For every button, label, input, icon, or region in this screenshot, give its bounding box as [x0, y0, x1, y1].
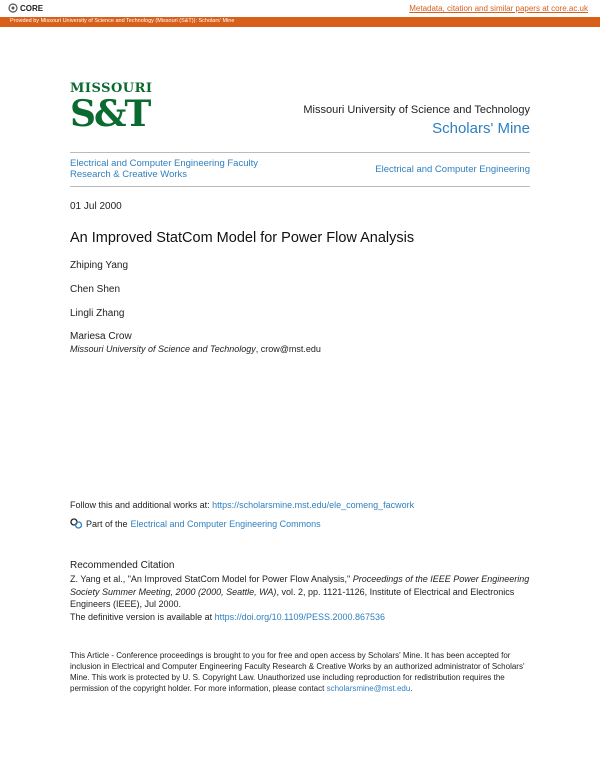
notice-end: . — [410, 684, 413, 693]
institution-name: Missouri University of Science and Technology — [303, 104, 530, 116]
notice-text: This Article - Conference proceedings is brought to you for free and open access by Scholars' Mine. It has been accepted for inclusion in Electrical and Computer Engineering Faculty Research & Creative Works by an authorized administrator of Scholars' Mine. This work is protected by U. S. Copyright Law. Unauthorized use including reproduction for redistribution requires the permission of the copyright holder. For more information, please contact — [70, 651, 525, 693]
core-logo-text: CORE — [20, 3, 44, 13]
core-logo[interactable] — [8, 3, 43, 13]
provided-by-text: Provided by Missouri University of Science and Technology (Missouri (S&T)): Scholars' Mine — [10, 18, 235, 24]
core-bar — [0, 0, 600, 17]
affiliation-email: , crow@mst.edu — [255, 344, 321, 354]
divider-top — [70, 152, 530, 153]
follow-prefix: Follow this and additional works at: — [70, 500, 213, 510]
repository-name[interactable]: Scholars' Mine — [432, 120, 530, 137]
provided-by-bar — [0, 17, 600, 27]
part-of-prefix: Part of the — [86, 518, 128, 529]
core-metadata-link[interactable]: Metadata, citation and similar papers at core.ac.uk — [409, 4, 588, 13]
divider-bottom — [70, 186, 530, 187]
author-name: Lingli Zhang — [70, 308, 125, 319]
core-icon — [8, 3, 18, 13]
logo-top-text: MISSOURI — [70, 81, 153, 96]
author-affiliation — [70, 344, 321, 354]
logo-main-text: S&T — [70, 93, 150, 135]
publication-date: 01 Jul 2000 — [70, 201, 122, 212]
author-name: Chen Shen — [70, 284, 121, 295]
follow-line — [70, 500, 414, 510]
collection-link-department[interactable]: Electrical and Computer Engineering — [375, 164, 530, 175]
citation-authors: Z. Yang et al., "An Improved StatCom Model for Power Flow Analysis," — [70, 574, 353, 584]
citation-proceedings: Proceedings of the IEEE Power Engineering Society Summer Meeting, 2000 (2000, Seattle, WA) — [70, 574, 530, 597]
author-name: Mariesa Crow — [70, 331, 132, 342]
citation-details: , vol. 2, pp. 1121-1126, Institute of Electrical and Electronics Engineers (IEEE), Jul 2000. — [70, 586, 515, 609]
doi-prefix: The definitive version is available at — [70, 611, 215, 622]
access-notice — [70, 650, 532, 694]
article-title: An Improved StatCom Model for Power Flow Analysis — [70, 230, 415, 246]
follow-link[interactable]: https://scholarsmine.mst.edu/ele_comeng_facwork — [212, 500, 415, 510]
commons-link[interactable]: Electrical and Computer Engineering Commons — [130, 518, 321, 529]
part-of-line — [70, 518, 321, 529]
contact-email-link[interactable]: scholarsmine@mst.edu — [326, 684, 411, 693]
collection-link-faculty[interactable]: Electrical and Computer Engineering Faculty Research & Creative Works — [70, 158, 258, 180]
citation-text — [70, 573, 532, 623]
network-icon — [70, 518, 83, 529]
recommended-citation-heading: Recommended Citation — [70, 560, 175, 571]
missouri-st-logo — [70, 81, 153, 140]
doi-link[interactable]: https://doi.org/10.1109/PESS.2000.867536 — [214, 611, 386, 622]
affiliation-institution: Missouri University of Science and Technology — [70, 344, 256, 354]
author-name: Zhiping Yang — [70, 260, 129, 271]
